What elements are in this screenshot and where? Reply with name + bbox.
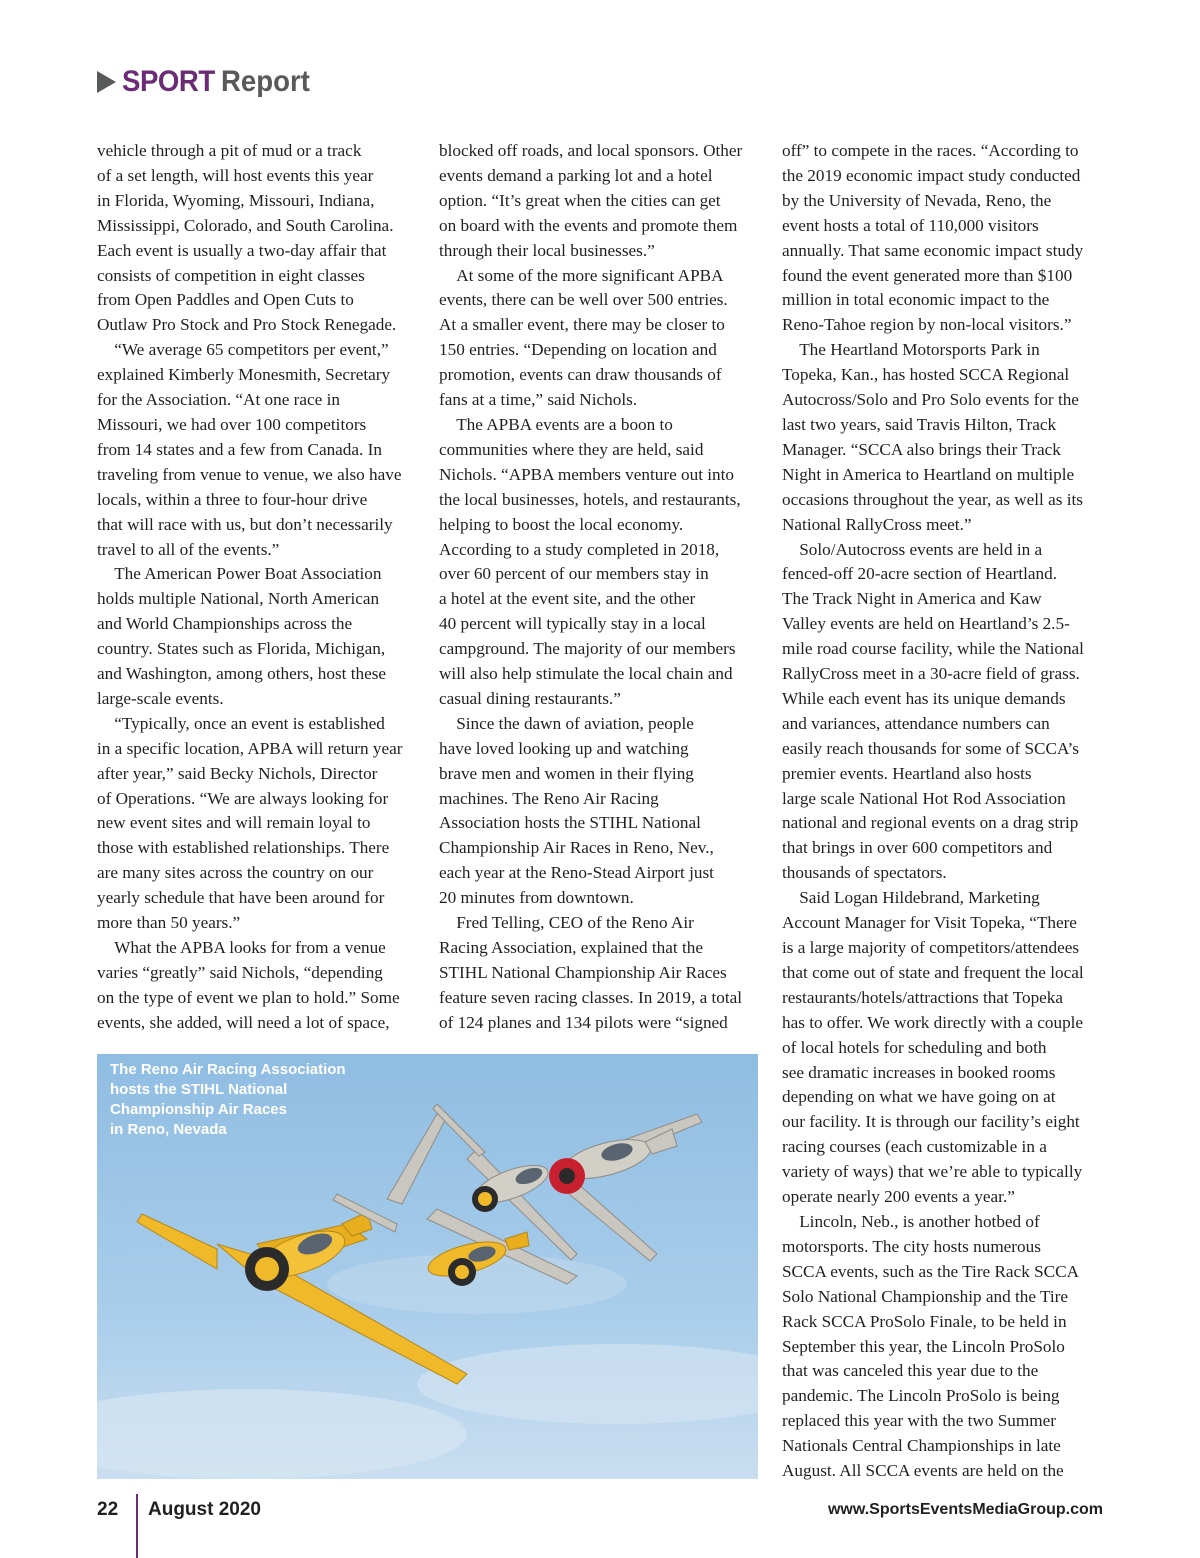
text-line: that will race with us, but don’t necessarily xyxy=(97,514,393,534)
photo-caption xyxy=(110,1060,400,1140)
caption-line: The Reno Air Racing Association xyxy=(110,1061,346,1078)
text-line: racing courses (each customizable in a xyxy=(782,1137,1047,1157)
text-line: Solo/Autocross events are held in a xyxy=(782,539,1043,559)
text-line: blocked off roads, and local sponsors. Other xyxy=(439,141,743,160)
text-line: mile road course facility, while the National xyxy=(782,639,1084,659)
text-line: Valley events are held on Heartland’s 2.5- xyxy=(782,614,1070,634)
text-line: The Heartland Motorsports Park in xyxy=(782,340,1040,360)
text-line: each year at the Reno-Stead Airport just xyxy=(439,863,714,883)
text-line: Reno-Tahoe region by non-local visitors.” xyxy=(782,315,1072,335)
text-line: Lincoln, Neb., is another hotbed of xyxy=(782,1211,1040,1231)
text-line: feature seven racing classes. In 2019, a total xyxy=(439,987,743,1007)
text-line: Fred Telling, CEO of the Reno Air xyxy=(439,913,694,933)
text-line: on the type of event we plan to hold.” Some xyxy=(97,987,400,1007)
triangle-bullet-icon xyxy=(97,71,116,93)
text-line: helping to boost the local economy. xyxy=(439,514,684,534)
text-line: August. All SCCA events are held on the xyxy=(782,1461,1064,1481)
text-line: Association hosts the STIHL National xyxy=(439,813,701,833)
text-line: vehicle through a pit of mud or a track xyxy=(97,141,362,160)
text-line: over 60 percent of our members stay in xyxy=(439,564,709,584)
text-line: The APBA events are a boon to xyxy=(439,414,673,434)
text-line: the local businesses, hotels, and restaurants, xyxy=(439,489,741,509)
text-line: While each event has its unique demands xyxy=(782,688,1066,708)
text-line: 150 entries. “Depending on location and xyxy=(439,340,717,360)
text-line: has to offer. We work directly with a couple xyxy=(782,1012,1084,1032)
text-line: in Florida, Wyoming, Missouri, Indiana, xyxy=(97,190,375,210)
text-line: 40 percent will typically stay in a local xyxy=(439,614,706,634)
text-line: replaced this year with the two Summer xyxy=(782,1411,1056,1431)
text-line: occasions throughout the year, as well as its xyxy=(782,489,1083,509)
section-header xyxy=(97,62,318,102)
text-line: pandemic. The Lincoln ProSolo is being xyxy=(782,1386,1060,1406)
text-line: depending on what we have going on at xyxy=(782,1087,1056,1107)
text-line: and Washington, among others, host these xyxy=(97,664,387,684)
text-line: operate nearly 200 events a year.” xyxy=(782,1187,1015,1207)
text-line: SCCA events, such as the Tire Rack SCCA xyxy=(782,1261,1079,1281)
text-line: Each event is usually a two-day affair that xyxy=(97,240,387,260)
text-line: annually. That same economic impact study xyxy=(782,240,1084,260)
text-line: large-scale events. xyxy=(97,688,224,708)
text-line: The Track Night in America and Kaw xyxy=(782,589,1042,609)
text-line: found the event generated more than $100 xyxy=(782,265,1073,285)
text-line: Manager. “SCCA also brings their Track xyxy=(782,439,1061,459)
text-line: by the University of Nevada, Reno, the xyxy=(782,190,1052,210)
text-line: September this year, the Lincoln ProSolo xyxy=(782,1336,1065,1356)
footer-divider xyxy=(136,1494,138,1558)
text-line: Account Manager for Visit Topeka, “There xyxy=(782,913,1077,933)
text-line: Outlaw Pro Stock and Pro Stock Renegade. xyxy=(97,315,397,335)
text-line: of 124 planes and 134 pilots were “signed xyxy=(439,1012,728,1032)
text-line: fenced-off 20-acre section of Heartland. xyxy=(782,564,1058,584)
text-line: of local hotels for scheduling and both xyxy=(782,1037,1047,1057)
text-line: machines. The Reno Air Racing xyxy=(439,788,659,808)
text-line: off” to compete in the races. “According to xyxy=(782,141,1079,160)
page-number: 22 xyxy=(97,1499,119,1520)
text-line: travel to all of the events.” xyxy=(97,539,280,559)
text-line: Autocross/Solo and Pro Solo events for the xyxy=(782,390,1079,410)
text-line: that come out of state and frequent the local xyxy=(782,962,1084,982)
text-line: Championship Air Races in Reno, Nev., xyxy=(439,838,714,858)
text-line: for the Association. “At one race in xyxy=(97,390,340,410)
text-line: 20 minutes from downtown. xyxy=(439,888,634,908)
text-line: Solo National Championship and the Tire xyxy=(782,1286,1068,1306)
text-line: variety of ways) that we’re able to typically xyxy=(782,1162,1083,1182)
text-line: in a specific location, APBA will return year xyxy=(97,738,403,758)
text-line: Night in America to Heartland on multiple xyxy=(782,464,1075,484)
text-line: easily reach thousands for some of SCCA’s xyxy=(782,738,1079,758)
text-line: campground. The majority of our members xyxy=(439,639,736,659)
text-line: and variances, attendance numbers can xyxy=(782,713,1050,733)
text-line: motorsports. The city hosts numerous xyxy=(782,1236,1041,1256)
issue-date: August 2020 xyxy=(148,1499,261,1520)
caption-line: Championship Air Races xyxy=(110,1101,287,1118)
text-line: National RallyCross meet.” xyxy=(782,514,972,534)
text-line: on board with the events and promote them xyxy=(439,215,738,235)
text-line: events, there can be well over 500 entries. xyxy=(439,290,728,310)
text-line: traveling from venue to venue, we also have xyxy=(97,464,402,484)
text-line: national and regional events on a drag strip xyxy=(782,813,1079,833)
text-line: those with established relationships. There xyxy=(97,838,390,858)
text-line: from Open Paddles and Open Cuts to xyxy=(97,290,354,310)
text-line: restaurants/hotels/attractions that Topeka xyxy=(782,987,1064,1007)
text-line: through their local businesses.” xyxy=(439,240,655,260)
text-line: casual dining restaurants.” xyxy=(439,688,621,708)
text-line: thousands of spectators. xyxy=(782,863,947,883)
text-line: consists of competition in eight classes xyxy=(97,265,365,285)
text-line: At a smaller event, there may be closer to xyxy=(439,315,725,335)
text-line: Topeka, Kan., has hosted SCCA Regional xyxy=(782,365,1070,385)
footer-website-link[interactable]: www.SportsEventsMediaGroup.com xyxy=(827,1501,1103,1518)
text-line: of Operations. “We are always looking for xyxy=(97,788,389,808)
section-subtitle: Report xyxy=(220,65,310,98)
text-line: Rack SCCA ProSolo Finale, to be held in xyxy=(782,1311,1067,1331)
text-line: see dramatic increases in booked rooms xyxy=(782,1062,1056,1082)
text-line: holds multiple National, North American xyxy=(97,589,380,609)
text-line: Missouri, we had over 100 competitors xyxy=(97,414,367,434)
section-title: SPORT xyxy=(122,65,215,98)
text-line: The American Power Boat Association xyxy=(97,564,382,584)
text-line: locals, within a three to four-hour drive xyxy=(97,489,368,509)
text-line: will also help stimulate the local chain and xyxy=(439,664,733,684)
text-line: after year,” said Becky Nichols, Director xyxy=(97,763,378,783)
text-line: “We average 65 competitors per event,” xyxy=(97,340,389,360)
text-line: Nationals Central Championships in late xyxy=(782,1436,1061,1456)
text-line: According to a study completed in 2018, xyxy=(439,539,720,559)
text-line: yearly schedule that have been around for xyxy=(97,888,385,908)
text-line: is a large majority of competitors/attendees xyxy=(782,938,1080,957)
text-line: Since the dawn of aviation, people xyxy=(439,713,694,733)
text-line: country. States such as Florida, Michigan, xyxy=(97,639,386,659)
text-line: have loved looking up and watching xyxy=(439,738,689,758)
text-line: premier events. Heartland also hosts xyxy=(782,763,1032,783)
text-line: more than 50 years.” xyxy=(97,913,241,933)
text-line: events demand a parking lot and a hotel xyxy=(439,165,713,185)
text-line: What the APBA looks for from a venue xyxy=(97,938,386,957)
text-line: “Typically, once an event is established xyxy=(97,713,385,733)
article-column-1 xyxy=(97,139,417,1036)
text-line: the 2019 economic impact study conducted xyxy=(782,165,1081,185)
text-line: event hosts a total of 110,000 visitors xyxy=(782,215,1039,235)
text-line: explained Kimberly Monesmith, Secretary xyxy=(97,365,391,385)
text-line: communities where they are held, said xyxy=(439,439,704,459)
text-line: events, she added, will need a lot of space, xyxy=(97,1012,390,1032)
text-line: and World Championships across the xyxy=(97,614,353,634)
caption-line: hosts the STIHL National xyxy=(110,1081,288,1098)
text-line: fans at a time,” said Nichols. xyxy=(439,390,638,410)
text-line: Nichols. “APBA members venture out into xyxy=(439,464,735,484)
text-line: Said Logan Hildebrand, Marketing xyxy=(782,888,1040,908)
text-line: are many sites across the country on our xyxy=(97,863,374,883)
text-line: our facility. It is through our facility’s eight xyxy=(782,1112,1080,1132)
text-line: STIHL National Championship Air Races xyxy=(439,962,727,982)
text-line: from 14 states and a few from Canada. In xyxy=(97,439,382,459)
text-line: option. “It’s great when the cities can get xyxy=(439,190,721,210)
text-line: of a set length, will host events this year xyxy=(97,165,374,185)
text-line: RallyCross meet in a 30-acre field of grass. xyxy=(782,664,1080,684)
text-line: new event sites and will remain loyal to xyxy=(97,813,371,833)
caption-line: in Reno, Nevada xyxy=(110,1121,227,1138)
text-line: million in total economic impact to the xyxy=(782,290,1050,310)
text-line: promotion, events can draw thousands of xyxy=(439,365,722,385)
text-line: large scale National Hot Rod Association xyxy=(782,788,1066,808)
text-line: Racing Association, explained that the xyxy=(439,938,703,957)
article-column-2 xyxy=(439,139,761,1036)
text-line: that was canceled this year due to the xyxy=(782,1361,1039,1381)
article-column-3 xyxy=(782,139,1104,1484)
text-line: Mississippi, Colorado, and South Carolina. xyxy=(97,215,394,235)
text-line: At some of the more significant APBA xyxy=(439,265,724,285)
text-line: brave men and women in their flying xyxy=(439,763,694,783)
text-line: that brings in over 600 competitors and xyxy=(782,838,1053,858)
text-line: last two years, said Travis Hilton, Track xyxy=(782,414,1057,434)
text-line: varies “greatly” said Nichols, “depending xyxy=(97,962,383,982)
text-line: a hotel at the event site, and the other xyxy=(439,589,696,609)
air-race-photo xyxy=(97,1054,758,1479)
